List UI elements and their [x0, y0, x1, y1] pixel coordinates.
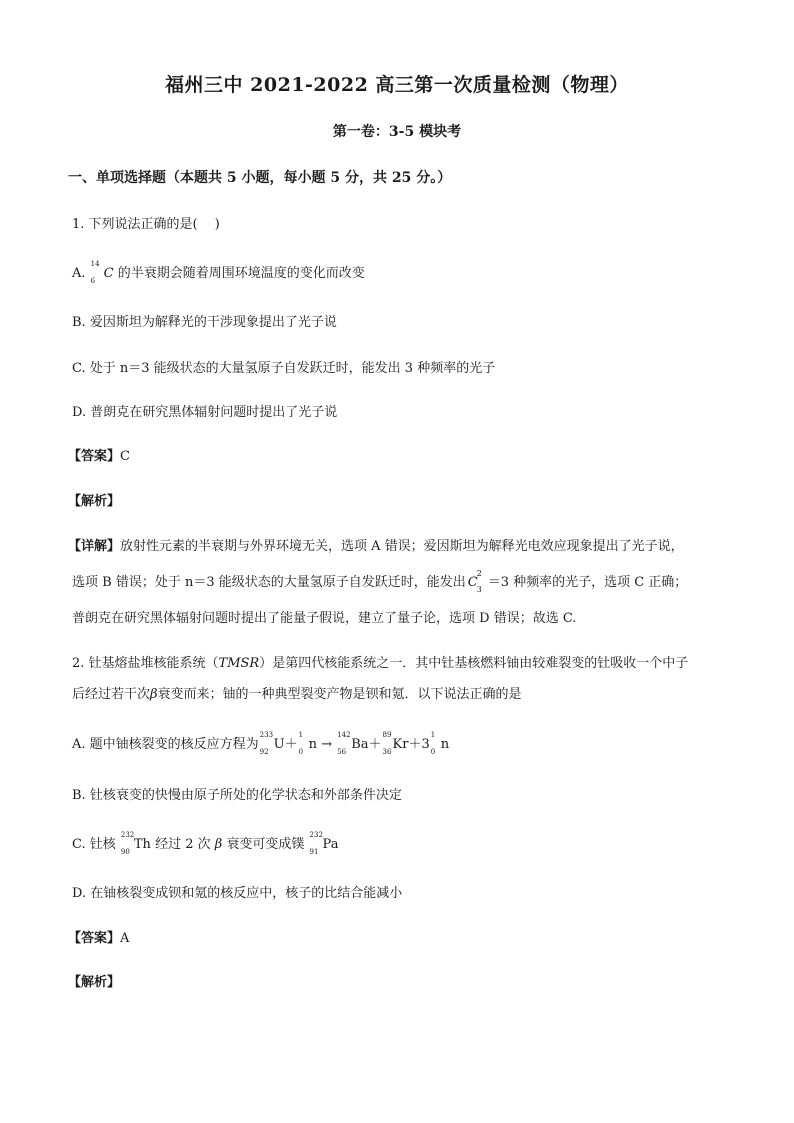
- q1-option-c: C. 处于 n＝3 能级状态的大量氢原子自发跃迁时，能发出 3 种频率的光子: [72, 361, 496, 376]
- q2-stem-line-2: [72, 683, 522, 702]
- nuclide-mass-number: 1: [298, 731, 304, 739]
- answer-value: C: [120, 449, 130, 464]
- q2-stem-text: 2. 钍基熔盐堆核能系统（: [72, 656, 219, 671]
- tmsr-abbr: TMSR: [218, 656, 260, 671]
- q1-answer: [68, 445, 130, 464]
- detail-text: 放射性元素的半衰期与外界环境无关，选项 A 错误；爱因斯坦为解释光电效应现象提出了光子说，: [120, 539, 684, 554]
- q1-option-b: B. 爱因斯坦为解释光的干涉现象提出了光子说: [72, 315, 337, 330]
- equation-operator: ＋: [368, 737, 382, 752]
- q2-option-c-text: C. 钍核: [72, 837, 120, 852]
- detail-tag: 【详解】: [68, 539, 121, 554]
- answer-tag: 【答案】: [68, 449, 121, 464]
- nuclide-mass-number: 232: [120, 831, 135, 839]
- protactinium-232-nuclide: [309, 831, 339, 856]
- q2-stem-line-1: [72, 652, 688, 671]
- nuclide-atomic-number: 92: [259, 748, 269, 756]
- nuclide-symbol: C: [103, 266, 114, 281]
- q2-answer: [68, 927, 129, 946]
- nuclide-atomic-number: 56: [337, 748, 347, 756]
- thorium-232-nuclide: [120, 831, 151, 856]
- nuclide-mass-number: 233: [259, 731, 274, 739]
- nuclide-atomic-number: 90: [120, 848, 130, 856]
- q1-option-a: [72, 260, 365, 285]
- q2-option-a-prefix: A. 题中铀核裂变的核反应方程为: [72, 737, 259, 752]
- q1-detail-line-1: [68, 535, 684, 554]
- q2-stem-text: ）是第四代核能系统之一．其中钍基核燃料铀由较难裂变的钍吸收一个中子: [259, 656, 689, 671]
- nuclide-atomic-number: 6: [90, 277, 96, 285]
- nuclide-mass-number: 232: [309, 831, 323, 839]
- detail-text: ＝3 种频率的光子，选项 C 正确；: [487, 575, 688, 590]
- beta-symbol: β: [214, 837, 223, 852]
- equation-nuclide: [382, 731, 409, 756]
- equation-nuclide: [337, 731, 369, 756]
- carbon-14-nuclide: [90, 260, 114, 285]
- q2-option-b: B. 钍核衰变的快慢由原子所处的化学状态和外部条件决定: [72, 788, 402, 803]
- equation-operator: →: [317, 737, 337, 752]
- answer-tag: 【答案】: [68, 931, 121, 946]
- section-heading: 一、单项选择题（本题共 5 小题，每小题 5 分，共 25 分。）: [68, 170, 452, 186]
- nuclide-atomic-number: 0: [430, 748, 436, 756]
- combination-sub: 3: [476, 585, 482, 594]
- page-title: 福州三中 2021-2022 高三第一次质量检测（物理）: [165, 74, 629, 96]
- answer-value: A: [120, 931, 130, 946]
- q2-option-d: D. 在铀核裂变成钡和氪的核反应中，核子的比结合能减小: [72, 886, 403, 901]
- detail-text: 选项 B 错误；处于 n＝3 能级状态的大量氢原子自发跃迁时，能发出: [72, 575, 466, 590]
- nuclide-mass-number: 14: [90, 260, 100, 268]
- equation-nuclide: [430, 731, 450, 756]
- nuclide-symbol: Th: [133, 837, 151, 852]
- equation-nuclide: [298, 731, 318, 756]
- q2-option-c: [72, 831, 339, 856]
- q2-option-c-text: 经过 2 次: [150, 837, 215, 852]
- q1-option-a-prefix: A.: [72, 266, 90, 281]
- combination-sup: 2: [476, 569, 482, 578]
- q1-detail-line-2: [72, 569, 688, 594]
- q1-analysis-tag: 【解析】: [68, 494, 121, 509]
- equation-operator: ＋3: [408, 737, 430, 752]
- combination-symbol: C: [467, 575, 478, 590]
- q2-option-c-text: 衰变可变成镤: [222, 837, 309, 852]
- q1-stem: 1. 下列说法正确的是( ): [72, 217, 220, 232]
- page-subtitle: 第一卷：3-5 模块考: [332, 124, 462, 140]
- nuclide-symbol: Pa: [322, 837, 339, 852]
- q2-option-a: [72, 731, 450, 756]
- q1-option-d: D. 普朗克在研究黑体辐射问题时提出了光子说: [72, 405, 338, 420]
- nuclide-mass-number: 1: [430, 731, 436, 739]
- nuclide-atomic-number: 91: [309, 848, 319, 856]
- combination-formula: [467, 569, 486, 594]
- q1-detail-line-3: 普朗克在研究黑体辐射问题时提出了能量子假说，建立了量子论，选项 D 错误；故选 C.: [72, 611, 577, 626]
- nuclide-symbol: Ba: [351, 737, 369, 752]
- nuclide-atomic-number: 0: [298, 748, 304, 756]
- nuclear-reaction-equation: [259, 731, 450, 756]
- equation-nuclide: [259, 731, 285, 756]
- equation-operator: ＋: [284, 737, 298, 752]
- nuclide-symbol: n: [308, 737, 318, 752]
- nuclide-mass-number: 142: [337, 731, 351, 739]
- q2-stem-text: 衰变而来；铀的一种典型裂变产物是钡和氪．以下说法正确的是: [157, 687, 522, 702]
- nuclide-symbol: U: [273, 737, 285, 752]
- q2-analysis-tag: 【解析】: [68, 975, 121, 990]
- nuclide-symbol: Kr: [392, 737, 409, 752]
- q2-stem-text: 后经过若干次: [72, 687, 151, 702]
- nuclide-mass-number: 89: [382, 731, 392, 739]
- q1-option-a-text: 的半衰期会随着周围环境温度的变化而改变: [113, 266, 365, 281]
- nuclide-atomic-number: 36: [382, 748, 392, 756]
- nuclide-symbol: n: [440, 737, 450, 752]
- beta-symbol: β: [150, 687, 158, 702]
